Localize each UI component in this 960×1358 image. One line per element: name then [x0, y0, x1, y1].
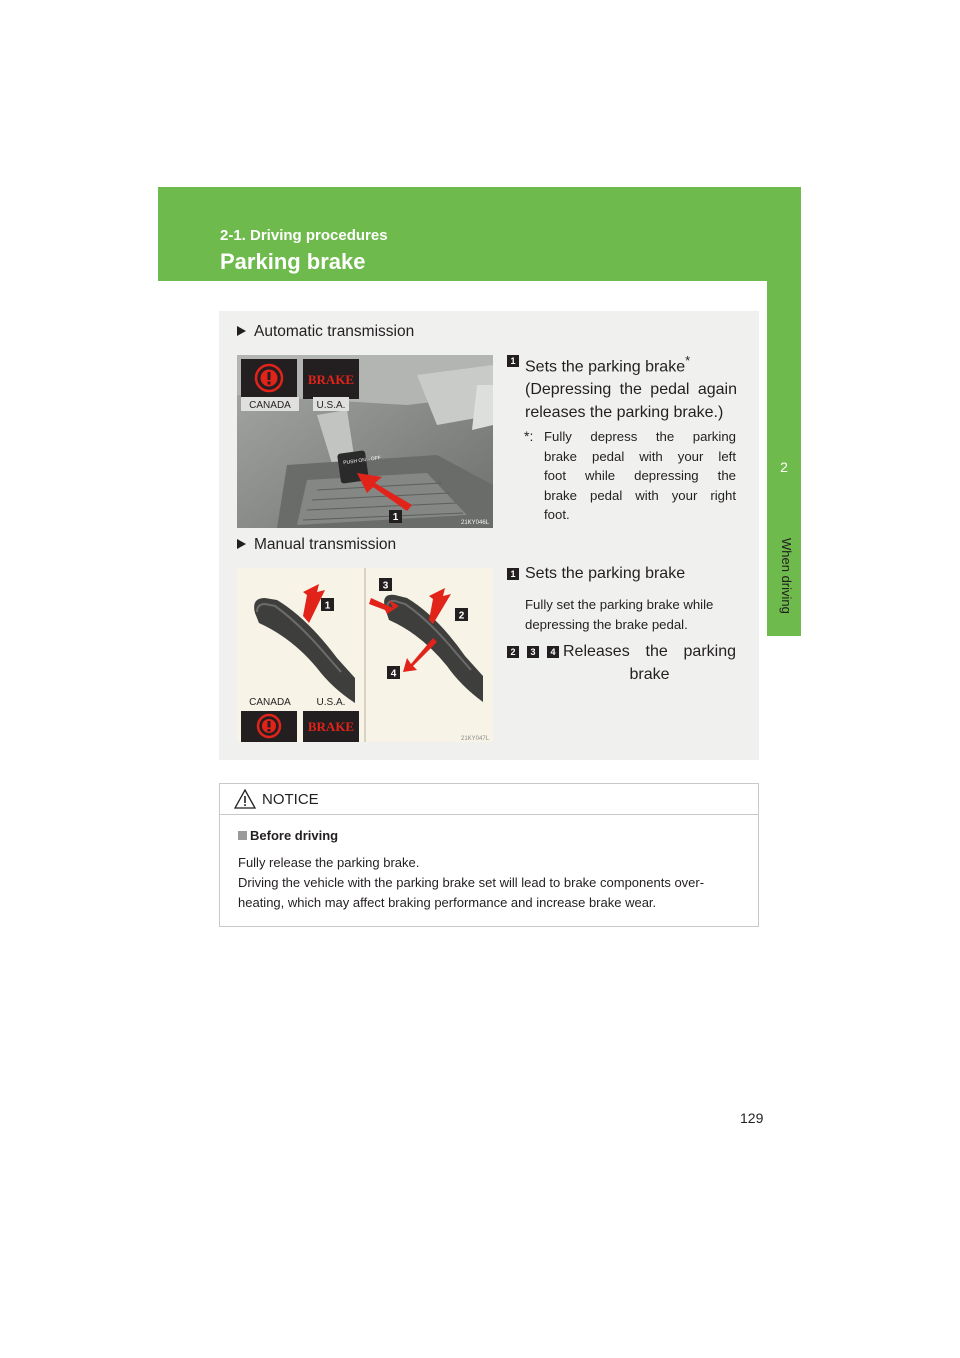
automatic-brake-illustration — [237, 355, 493, 528]
triangle-bullet-icon — [237, 326, 246, 336]
automatic-footnote: *: Fully depress the parking brake pedal with your left foot while depressing the brake pedal with your right foot. — [524, 428, 736, 522]
chapter-header — [158, 187, 801, 281]
pedal-illustration — [237, 355, 493, 528]
automatic-heading: Automatic transmission — [237, 323, 414, 341]
callout-4: 4 — [390, 668, 397, 680]
lever-illustration — [237, 568, 493, 742]
notice-box — [219, 783, 759, 927]
usa-label: U.S.A. — [316, 400, 346, 411]
chapter-tab-label: When driving — [779, 538, 794, 614]
section-label: 2-1. Driving procedures — [220, 227, 388, 244]
callout-1: 1 — [392, 512, 399, 523]
automatic-step-1: 1 Sets the parking brake* (Depressing the pedal again releases the parking brake.) — [507, 349, 747, 424]
brake-symbol-text: BRAKE — [307, 719, 355, 734]
callout-3: 3 — [382, 580, 389, 592]
page-title: Parking brake — [220, 249, 366, 274]
notice-subheading: Before driving — [238, 828, 338, 843]
step-number-badge: 4 — [547, 646, 559, 658]
callout-2: 2 — [458, 610, 465, 622]
step-number-badge: 3 — [527, 646, 539, 658]
step-number-badge: 1 — [507, 355, 519, 367]
figure-code: 21KY046L — [461, 520, 490, 526]
warning-triangle-icon — [234, 789, 256, 809]
content-panel — [219, 311, 759, 760]
notice-header — [220, 784, 758, 815]
canada-label: CANADA — [249, 697, 291, 708]
notice-body: Fully release the parking brake. Driving the vehicle with the parking brake set will lead to brake components over- heating, which may affect braking performance and increase brake wear. — [238, 855, 705, 910]
manual-step-2-4: 2 3 4 Releases the parking brake — [507, 640, 737, 686]
notice-title: NOTICE — [262, 791, 319, 808]
manual-heading: Manual transmission — [237, 536, 396, 554]
figure-code: 21KY047L — [461, 736, 490, 742]
usa-label: U.S.A. — [316, 697, 346, 708]
step-number-badge: 2 — [507, 646, 519, 658]
triangle-bullet-icon — [237, 539, 246, 549]
chapter-tab-number: 2 — [780, 459, 788, 475]
manual-step-1: 1 Sets the parking brake — [507, 562, 747, 585]
manual-brake-illustration — [237, 568, 493, 742]
callout-1: 1 — [324, 600, 331, 612]
canada-label: CANADA — [249, 400, 291, 411]
switch-label: PUSH ON→OFF — [342, 455, 382, 467]
step-number-badge: 1 — [507, 568, 519, 580]
square-bullet-icon — [238, 831, 247, 840]
manual-step-1-note: Fully set the parking brake while depressing the brake pedal. — [525, 597, 714, 632]
page-number: 129 — [740, 1110, 764, 1126]
brake-symbol-text: BRAKE — [307, 372, 355, 387]
